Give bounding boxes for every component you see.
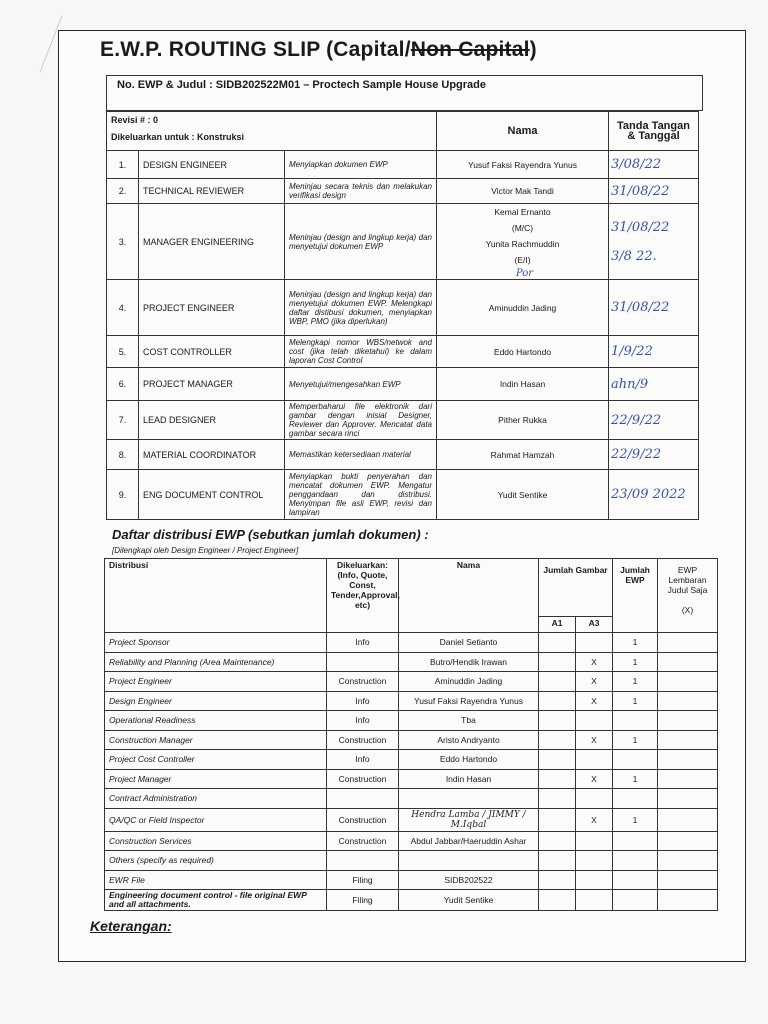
distribution-recipient: Project Sponsor: [105, 633, 327, 653]
a3-mark: X: [576, 808, 613, 831]
signature-cell: [609, 368, 699, 401]
a3-mark: [576, 711, 613, 731]
step-number: 4.: [107, 280, 139, 336]
ewp-count: 1: [613, 691, 658, 711]
distribution-row: [105, 789, 718, 809]
routing-row: [107, 336, 699, 368]
a3-mark: X: [576, 769, 613, 789]
ewp-count: [613, 851, 658, 871]
a3-mark: X: [576, 730, 613, 750]
distribusi-header: Distribusi: [105, 559, 327, 633]
issue-type: [327, 851, 399, 871]
routing-row: [107, 151, 699, 179]
person-name: [437, 204, 609, 280]
a1-count: [539, 730, 576, 750]
person-name-line: (E/I): [514, 255, 531, 265]
distribution-row: [105, 711, 718, 731]
distribution-row: [105, 652, 718, 672]
a1-count: [539, 789, 576, 809]
distribution-recipient: Contract Administration: [105, 789, 327, 809]
ewp-number-title: No. EWP & Judul : SIDB202522M01 – Proctech Sample House Upgrade: [117, 79, 487, 91]
role-name: PROJECT MANAGER: [139, 368, 285, 401]
distribution-row: [105, 633, 718, 653]
a3-mark: [576, 851, 613, 871]
routing-table: [106, 111, 699, 520]
nama-header: Nama: [399, 559, 539, 633]
ewp-count: 1: [613, 633, 658, 653]
distribution-row: [105, 831, 718, 851]
a1-count: [539, 769, 576, 789]
handwritten-signature: 23/09 2022: [611, 487, 686, 502]
person-name: Yusuf Faksi Rayendra Yunus: [437, 151, 609, 179]
step-number: 3.: [107, 204, 139, 280]
signature-cell: [609, 440, 699, 470]
ewp-title-box: [106, 75, 703, 111]
distribution-recipient: Design Engineer: [105, 691, 327, 711]
role-name: TECHNICAL REVIEWER: [139, 179, 285, 204]
title-only-mark: [658, 870, 718, 890]
title-only-mark: [658, 789, 718, 809]
routing-row: [107, 470, 699, 520]
ewp-count: [613, 890, 658, 911]
step-number: 1.: [107, 151, 139, 179]
title-only-mark: [658, 831, 718, 851]
a1-count: [539, 808, 576, 831]
distribution-row: [105, 750, 718, 770]
dikeluarkan-label: Dikeluarkan untuk : Konstruksi: [111, 132, 245, 142]
distribution-recipient: Construction Manager: [105, 730, 327, 750]
keterangan-label: Keterangan:: [90, 918, 172, 934]
role-name: LEAD DESIGNER: [139, 401, 285, 440]
signature-cell: [609, 151, 699, 179]
distribution-recipient: Others (specify as required): [105, 851, 327, 871]
issue-type: Construction: [327, 730, 399, 750]
step-number: 8.: [107, 440, 139, 470]
a1-header: A1: [539, 617, 576, 633]
signature-column-header: Tanda Tangan & Tanggal: [609, 112, 699, 151]
distribution-table: [104, 558, 718, 911]
distribution-recipient: Construction Services: [105, 831, 327, 851]
dikeluarkan-header-text: Dikeluarkan: (Info, Quote, Const, Tender,Approval, etc): [331, 560, 400, 610]
title-only-mark: [658, 652, 718, 672]
routing-row: [107, 280, 699, 336]
distribution-row: [105, 890, 718, 911]
person-name: Yudit Sentike: [437, 470, 609, 520]
a1-count: [539, 750, 576, 770]
jumlah-gambar-header: Jumlah Gambar: [539, 559, 613, 617]
a3-mark: [576, 789, 613, 809]
recipient-name: Butro/Hendik Irawan: [399, 652, 539, 672]
issue-type: Construction: [327, 769, 399, 789]
distribution-recipient: Engineering document control - file original EWP and all attachments.: [105, 890, 327, 911]
ewp-count: 1: [613, 672, 658, 692]
a1-count: [539, 851, 576, 871]
a1-count: [539, 633, 576, 653]
step-number: 2.: [107, 179, 139, 204]
recipient-name: Hendra Lamba / JIMMY / M.Iqbal: [399, 808, 539, 831]
signature-cell: [609, 280, 699, 336]
a3-header: A3: [576, 617, 613, 633]
role-name: PROJECT ENGINEER: [139, 280, 285, 336]
recipient-name: [399, 789, 539, 809]
title-only-mark: [658, 730, 718, 750]
role-name: MANAGER ENGINEERING: [139, 204, 285, 280]
handwritten-signature: ahn/9: [611, 376, 649, 392]
recipient-name: Yusuf Faksi Rayendra Yunus: [399, 691, 539, 711]
ewp-count: 1: [613, 808, 658, 831]
distribution-row: [105, 730, 718, 750]
handwritten-signature: 22/9/22: [611, 447, 662, 462]
a3-mark: [576, 633, 613, 653]
role-description: Menyetujui/mengesahkan EWP: [285, 368, 437, 401]
distribution-title: Daftar distribusi EWP (sebutkan jumlah dokumen) :: [112, 527, 429, 542]
step-number: 9.: [107, 470, 139, 520]
routing-row: [107, 440, 699, 470]
handwritten-signature-second: 3/8 22.: [611, 248, 657, 264]
role-description: Meninjau (design and lingkup kerja) dan menyetujui dokumen EWP. Melengkapi daftar distibusi dokumen, menyiapkan WBP, PMO (jika diperlukan): [285, 280, 437, 336]
distribution-recipient: Project Engineer: [105, 672, 327, 692]
distribution-subtitle: [Dilengkapi oleh Design Engineer / Project Engineer]: [112, 546, 299, 555]
a3-mark: [576, 750, 613, 770]
recipient-name: Yudit Sentike: [399, 890, 539, 911]
recipient-name: Eddo Hartondo: [399, 750, 539, 770]
distribution-row: [105, 870, 718, 890]
distribution-row: [105, 851, 718, 871]
recipient-name: Aminuddin Jading: [399, 672, 539, 692]
distribution-row: [105, 769, 718, 789]
role-name: COST CONTROLLER: [139, 336, 285, 368]
distribution-row: [105, 691, 718, 711]
issue-type: Filing: [327, 870, 399, 890]
ewp-count: [613, 750, 658, 770]
dikeluarkan-header: [327, 559, 399, 633]
handwritten-signature: 3/08/22: [611, 157, 662, 172]
title-only-mark: [658, 808, 718, 831]
signature-cell: [609, 336, 699, 368]
role-description: Meninjau (design and lingkup kerja) dan menyetujui dokumen EWP: [285, 204, 437, 280]
role-description: Menyiapkan dokumen EWP: [285, 151, 437, 179]
ewp-lembaran-header: [658, 559, 718, 633]
ewp-count: 1: [613, 769, 658, 789]
issue-type: Filing: [327, 890, 399, 911]
step-number: 6.: [107, 368, 139, 401]
role-name: MATERIAL COORDINATOR: [139, 440, 285, 470]
ewp-lembaran-text: EWP Lembaran Judul Saja: [667, 565, 708, 595]
step-number: 7.: [107, 401, 139, 440]
title-only-mark: [658, 672, 718, 692]
ewp-lembaran-x: (X): [681, 605, 694, 615]
role-description: Memastikan ketersediaan material: [285, 440, 437, 470]
recipient-name: SIDB202522: [399, 870, 539, 890]
distribution-recipient: Operational Readiness: [105, 711, 327, 731]
distribution-recipient: Project Manager: [105, 769, 327, 789]
distribution-recipient: Reliability and Planning (Area Maintenance): [105, 652, 327, 672]
a3-mark: X: [576, 672, 613, 692]
a3-mark: X: [576, 691, 613, 711]
distribution-recipient: EWR File: [105, 870, 327, 890]
revision-info: [107, 112, 437, 151]
person-name: Rahmat Hamzah: [437, 440, 609, 470]
person-name: Pither Rukka: [437, 401, 609, 440]
a3-mark: [576, 890, 613, 911]
a1-count: [539, 870, 576, 890]
distribution-row: [105, 672, 718, 692]
title-only-mark: [658, 851, 718, 871]
issue-type: [327, 652, 399, 672]
ewp-count: [613, 789, 658, 809]
a3-mark: [576, 870, 613, 890]
a3-mark: X: [576, 652, 613, 672]
role-description: Melengkapi nomor WBS/netwok and cost (jika telah diketahui) ke dalam laporan Cost Control: [285, 336, 437, 368]
title-only-mark: [658, 769, 718, 789]
title-only-mark: [658, 750, 718, 770]
signature-cell: [609, 470, 699, 520]
ewp-count: 1: [613, 652, 658, 672]
issue-type: Info: [327, 750, 399, 770]
issue-type: Info: [327, 711, 399, 731]
issue-type: [327, 789, 399, 809]
routing-row: [107, 368, 699, 401]
a1-count: [539, 691, 576, 711]
handwritten-signature: 22/9/22: [611, 412, 662, 428]
handwritten-signature: 31/08/22: [611, 183, 670, 199]
person-name: Victor Mak Tandi: [437, 179, 609, 204]
person-name: Aminuddin Jading: [437, 280, 609, 336]
a3-mark: [576, 831, 613, 851]
recipient-name: [399, 851, 539, 871]
role-description: Memperbaharui file elektronik dari gambar dengan inisial Designer, Reviewer dan Approver. Mencatat data gambar secara rinci: [285, 401, 437, 440]
nama-column-header: Nama: [437, 112, 609, 151]
jumlah-ewp-header: Jumlah EWP: [613, 559, 658, 633]
title-only-mark: [658, 890, 718, 911]
signature-cell: [609, 204, 699, 280]
a1-count: [539, 711, 576, 731]
ewp-count: [613, 831, 658, 851]
recipient-name: Daniel Setianto: [399, 633, 539, 653]
distribution-header-row: [105, 559, 718, 617]
person-name-line: Yunita Rachmuddin: [485, 239, 560, 249]
a1-count: [539, 672, 576, 692]
issue-type: Construction: [327, 831, 399, 851]
routing-header-row: [107, 112, 699, 151]
routing-row: [107, 204, 699, 280]
signature-cell: [609, 179, 699, 204]
distribution-recipient: QA/QC or Field Inspector: [105, 808, 327, 831]
person-name-line: Kemal Ernanto: [494, 207, 551, 217]
handwritten-signature: 1/9/22: [611, 344, 653, 359]
handwritten-signature: 31/08/22: [611, 300, 670, 315]
title-only-mark: [658, 711, 718, 731]
person-name: Eddo Hartondo: [437, 336, 609, 368]
person-name: Indin Hasan: [437, 368, 609, 401]
role-description: Menyiapkan bukti penyerahan dan mencatat dokumen EWP. Mengatur penggandaan dan distribusi. Menyimpan file asli EWP, revisi dan lampiran: [285, 470, 437, 520]
title-only-mark: [658, 691, 718, 711]
a1-count: [539, 652, 576, 672]
title-only-mark: [658, 633, 718, 653]
initials-marker: Por: [515, 268, 534, 279]
issue-type: Construction: [327, 808, 399, 831]
step-number: 5.: [107, 336, 139, 368]
routing-row: [107, 401, 699, 440]
ewp-count: [613, 870, 658, 890]
recipient-name: Tba: [399, 711, 539, 731]
distribution-row: [105, 808, 718, 831]
routing-row: [107, 179, 699, 204]
ewp-count: [613, 711, 658, 731]
role-description: Meninjau secara teknis dan melakukan verifikasi design: [285, 179, 437, 204]
signature-cell: [609, 401, 699, 440]
issue-type: Construction: [327, 672, 399, 692]
person-name-line: (M/C): [511, 223, 534, 233]
role-name: ENG DOCUMENT CONTROL: [139, 470, 285, 520]
document-title: E.W.P. ROUTING SLIP (Capital/Non Capital): [100, 38, 537, 61]
issue-type: Info: [327, 691, 399, 711]
a1-count: [539, 831, 576, 851]
role-name: DESIGN ENGINEER: [139, 151, 285, 179]
recipient-name: Indin Hasan: [399, 769, 539, 789]
a1-count: [539, 890, 576, 911]
recipient-name: Aristo Andryanto: [399, 730, 539, 750]
revisi-label: Revisi # : 0: [111, 115, 159, 125]
handwritten-signature: 31/08/22: [611, 219, 670, 235]
distribution-recipient: Project Cost Controller: [105, 750, 327, 770]
issue-type: Info: [327, 633, 399, 653]
recipient-name: Abdul Jabbar/Haeruddin Ashar: [399, 831, 539, 851]
ewp-count: 1: [613, 730, 658, 750]
